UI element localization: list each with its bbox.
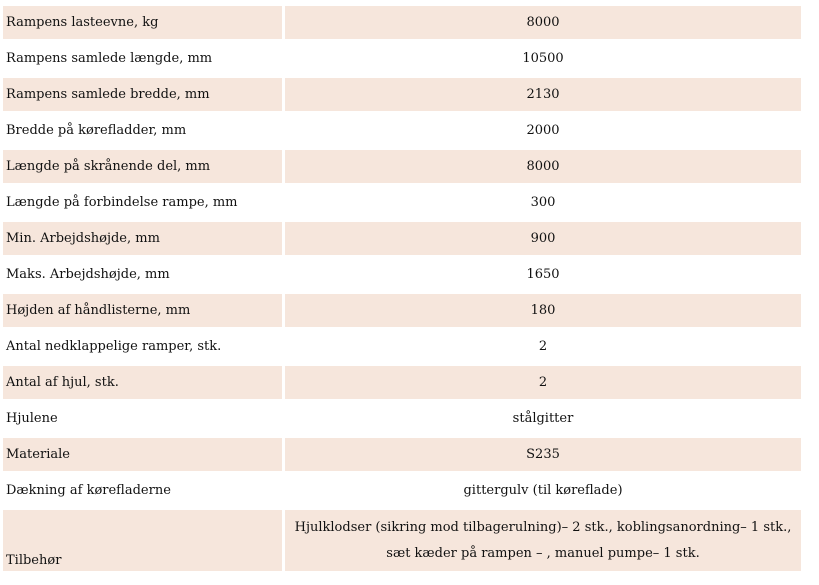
table-row <box>3 438 801 471</box>
table-row <box>3 510 801 571</box>
row-value: S235 <box>285 438 801 471</box>
row-label: Bredde på kørefladder, mm <box>6 123 187 138</box>
row-value: 2 <box>285 366 801 399</box>
row-label: Højden af håndlisterne, mm <box>3 294 282 327</box>
table-row <box>3 258 801 291</box>
row-label: Tilbehør <box>3 510 282 571</box>
table-row <box>3 114 801 147</box>
row-value: 900 <box>285 222 801 255</box>
row-label: Dækning af kørefladerne <box>6 483 171 498</box>
row-value: 2000 <box>526 123 560 138</box>
row-value: Hjulklodser (sikring mod tilbagerulning)– 2 stk., koblingsanordning– 1 stk., sæt kæder på rampen – , manuel pumpe– 1 stk. <box>285 510 801 571</box>
row-value: 180 <box>285 294 801 327</box>
table-row <box>3 78 801 111</box>
row-label: Materiale <box>3 438 282 471</box>
table-row <box>3 330 801 363</box>
specifications-table <box>0 3 804 574</box>
table-row <box>3 474 801 507</box>
row-value: 300 <box>530 195 556 210</box>
row-label: Rampens samlede længde, mm <box>6 51 213 66</box>
table-row <box>3 294 801 327</box>
row-value: 8000 <box>285 150 801 183</box>
row-label: Maks. Arbejdshøjde, mm <box>6 267 170 282</box>
row-label: Rampens lasteevne, kg <box>3 6 282 39</box>
table-row <box>3 150 801 183</box>
row-label: Hjulene <box>6 411 58 426</box>
row-label: Min. Arbejdshøjde, mm <box>3 222 282 255</box>
row-value: 2 <box>538 339 548 354</box>
row-value: 2130 <box>285 78 801 111</box>
row-label: Antal nedklappelige ramper, stk. <box>6 339 222 354</box>
table-row <box>3 402 801 435</box>
row-value: 10500 <box>522 51 564 66</box>
row-value: 1650 <box>526 267 560 282</box>
row-label: Længde på forbindelse rampe, mm <box>6 195 238 210</box>
table-row <box>3 186 801 219</box>
table-row <box>3 366 801 399</box>
row-label: Længde på skrånende del, mm <box>3 150 282 183</box>
row-label: Antal af hjul, stk. <box>3 366 282 399</box>
row-value: stålgitter <box>512 411 574 426</box>
row-value: gittergulv (til køreflade) <box>463 483 623 498</box>
table-row <box>3 6 801 39</box>
row-value: 8000 <box>285 6 801 39</box>
row-label: Rampens samlede bredde, mm <box>3 78 282 111</box>
table-row <box>3 222 801 255</box>
table-row <box>3 42 801 75</box>
